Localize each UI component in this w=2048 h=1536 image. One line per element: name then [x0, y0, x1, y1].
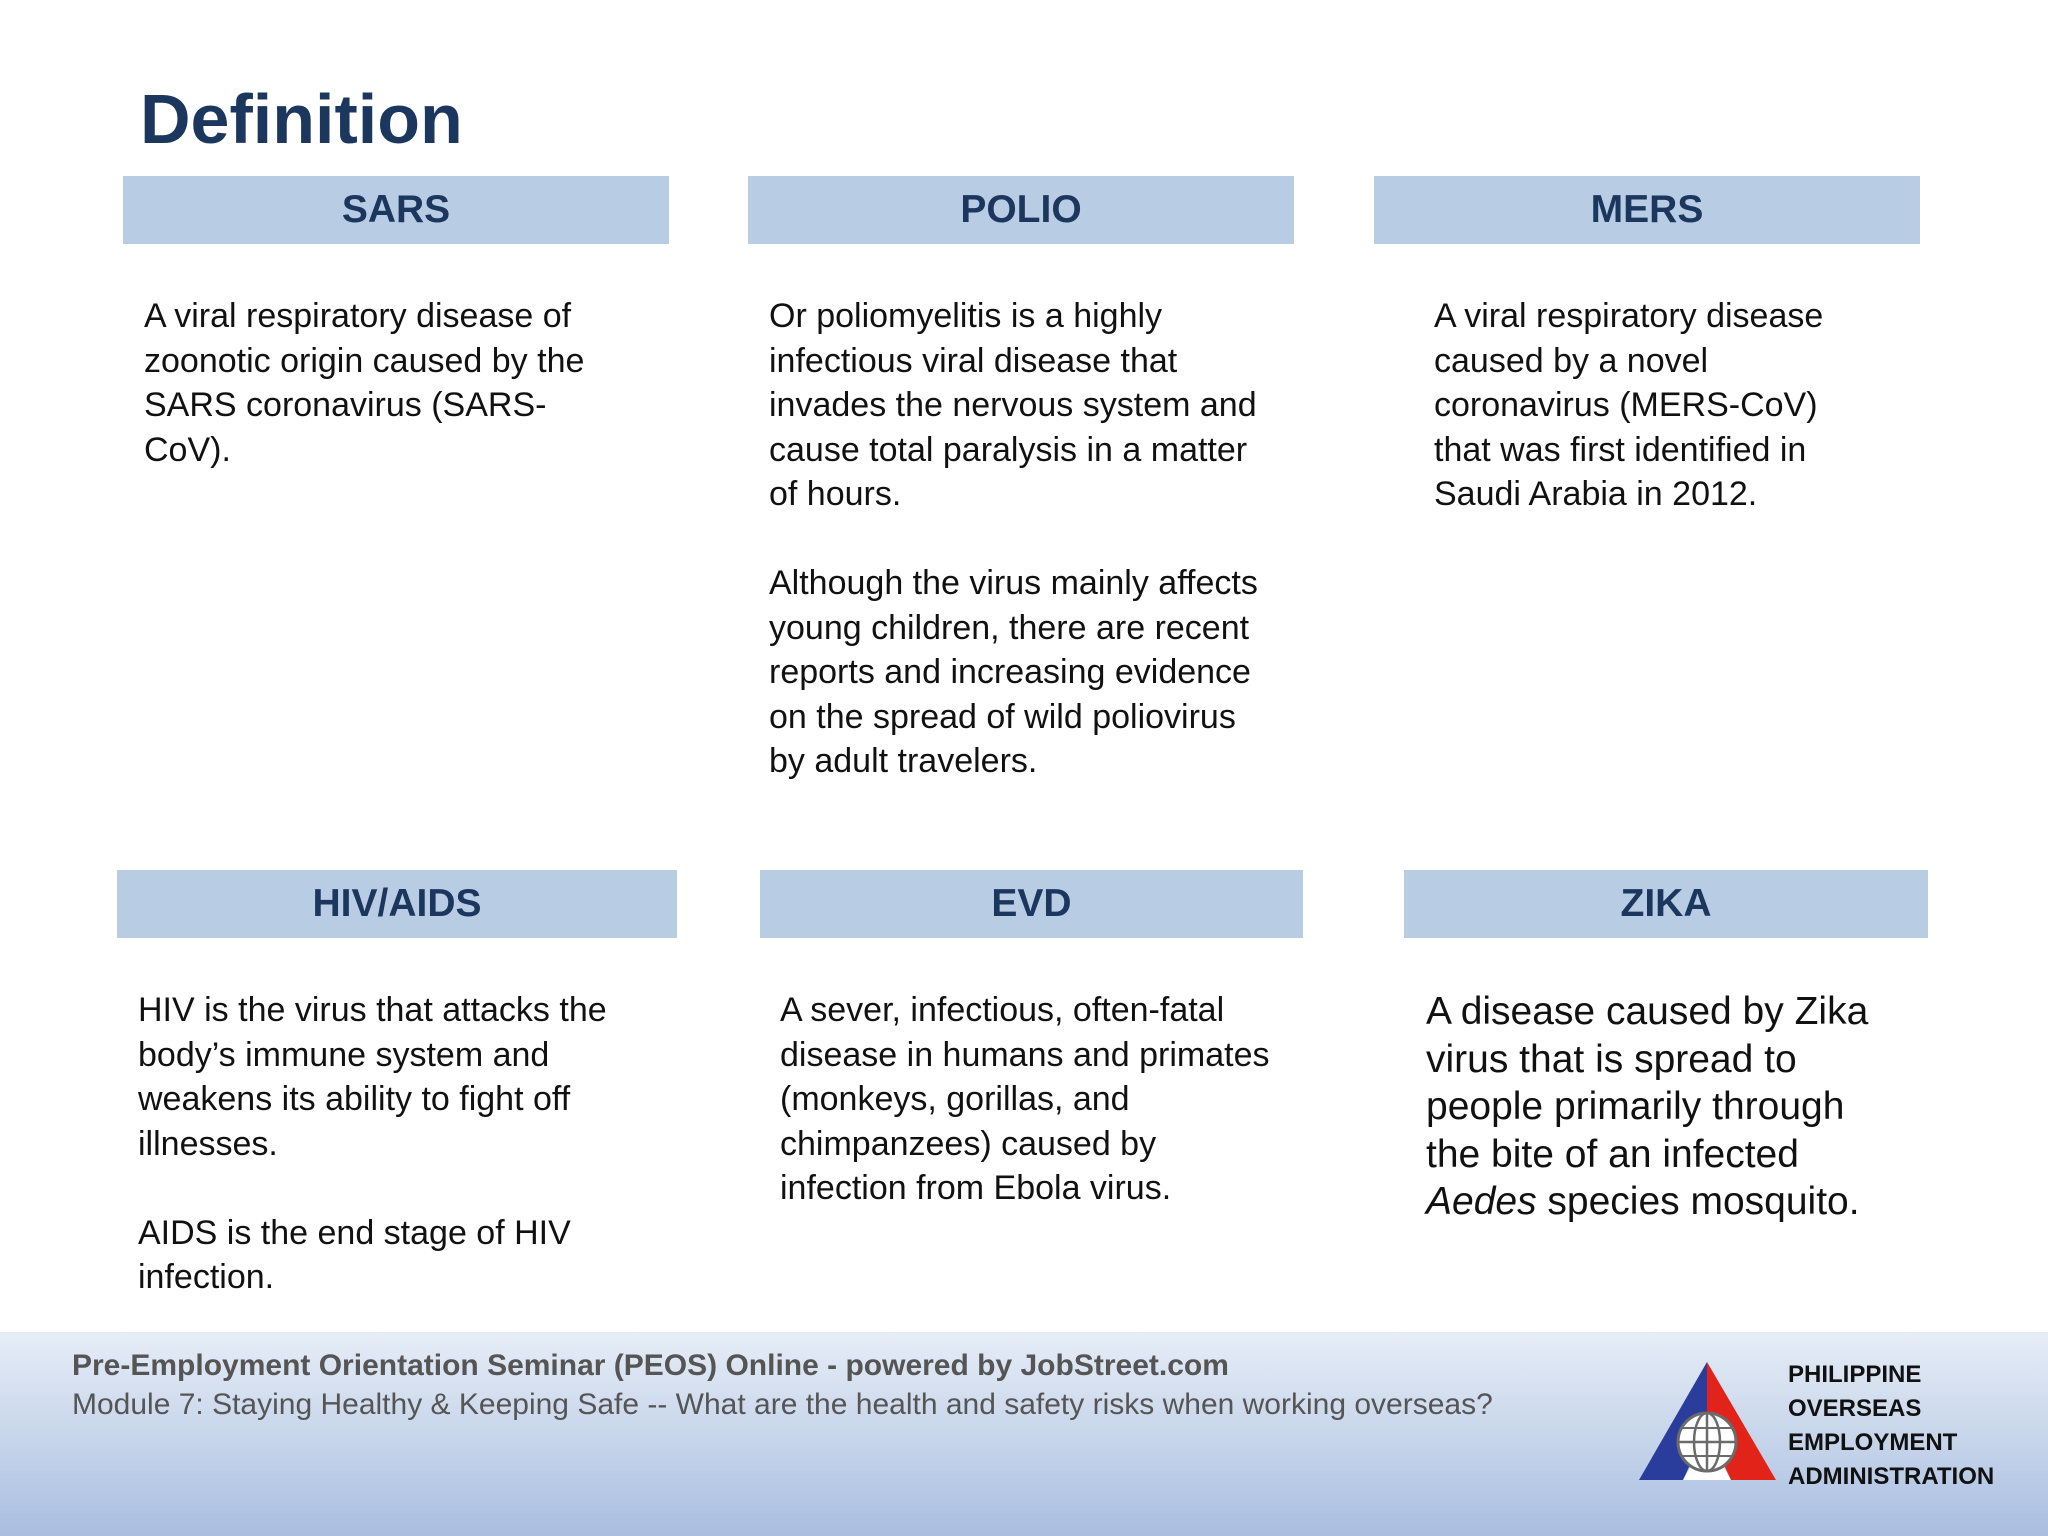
sars-definition [144, 294, 604, 472]
polio-definition [769, 294, 1269, 784]
org-line-1: PHILIPPINE [1788, 1361, 1922, 1388]
hiv-aids-definition [138, 988, 668, 1300]
hiv-aids-header: HIV/AIDS [117, 870, 677, 938]
zika-header: ZIKA [1404, 870, 1928, 938]
org-line-4: ADMINISTRATION [1788, 1463, 1995, 1490]
sars-header: SARS [123, 176, 669, 244]
evd-header: EVD [760, 870, 1303, 938]
mers-header: MERS [1374, 176, 1920, 244]
zika-text-after: species mosquito. [1536, 1180, 1860, 1223]
hiv-paragraph-2: AIDS is the end stage of HIV infection. [138, 1213, 571, 1296]
zika-definition [1426, 988, 1906, 1226]
zika-italic-genus: Aedes [1426, 1180, 1537, 1223]
page-title: Definition [140, 80, 463, 158]
footer-seminar-title: Pre-Employment Orientation Seminar (PEOS) Online - powered by JobStreet.com [72, 1349, 1229, 1382]
mers-paragraph-1: A viral respiratory disease caused by a novel coronavirus (MERS-CoV) that was first identified in Saudi Arabia in 2012. [1434, 297, 1824, 513]
zika-paragraph [1426, 988, 1906, 1226]
evd-paragraph-1: A sever, infectious, often-fatal disease in humans and primates (monkeys, gorillas, and chimpanzees) caused by infection from Ebola virus. [780, 991, 1270, 1207]
evd-definition [780, 988, 1280, 1211]
polio-paragraph-2: Although the virus mainly affects young children, there are recent reports and increasing evidence on the spread of wild poliovirus by adult travelers. [769, 564, 1258, 780]
organization-name [1788, 1358, 1994, 1494]
poea-logo-icon [1635, 1358, 1780, 1486]
mers-definition [1434, 294, 1879, 517]
org-line-2: OVERSEAS [1788, 1395, 1922, 1422]
polio-header: POLIO [748, 176, 1294, 244]
footer-module-subtitle: Module 7: Staying Healthy & Keeping Safe -- What are the health and safety risks when working overseas? [72, 1388, 1493, 1421]
zika-text-before: A disease caused by Zika virus that is spread to people primarily through the bite of an infected [1426, 990, 1869, 1176]
hiv-paragraph-1: HIV is the virus that attacks the body’s immune system and weakens its ability to fight off illnesses. [138, 991, 607, 1163]
org-line-3: EMPLOYMENT [1788, 1429, 1958, 1456]
polio-paragraph-1: Or poliomyelitis is a highly infectious viral disease that invades the nervous system and cause total paralysis in a matter of hours. [769, 297, 1257, 513]
sars-paragraph-1: A viral respiratory disease of zoonotic origin caused by the SARS coronavirus (SARS-CoV). [144, 297, 585, 469]
